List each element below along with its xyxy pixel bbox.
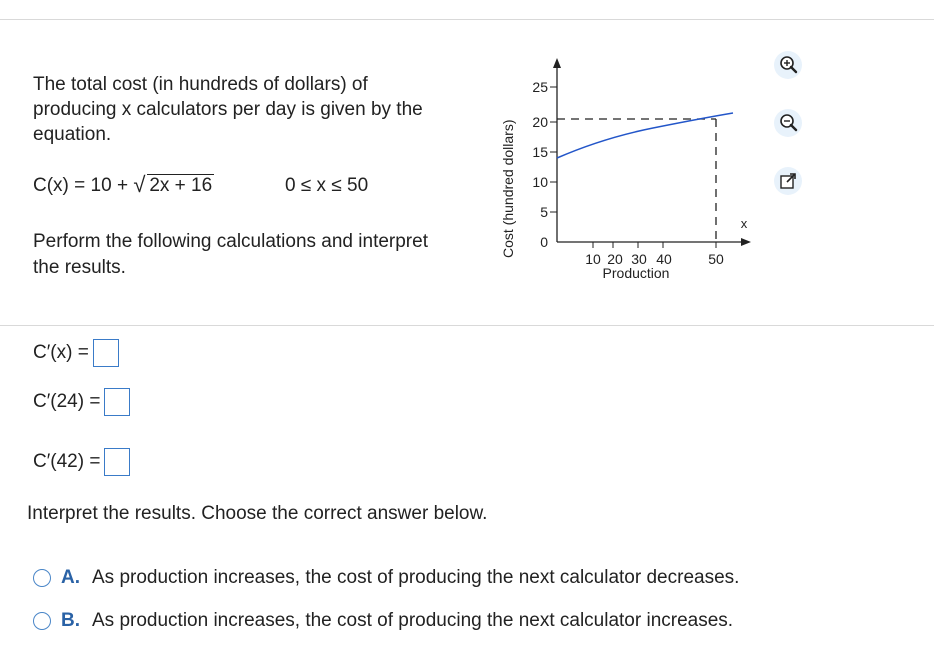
- graph-xlabel: Production: [602, 265, 670, 281]
- interpret-prompt: Interpret the results. Choose the correct answer below.: [27, 503, 488, 524]
- instruction-line-1: Perform the following calculations and interpret: [33, 231, 428, 252]
- problem-line-1: The total cost (in hundreds of dollars) of: [33, 74, 368, 95]
- answer-row: [33, 448, 130, 476]
- radical-sign-icon: √: [133, 172, 146, 197]
- square-root: [133, 172, 214, 197]
- answer-label: C′(42) =: [33, 451, 101, 472]
- answer-input[interactable]: [104, 448, 130, 476]
- x-tick-label: 40: [656, 251, 672, 267]
- radio-button[interactable]: [33, 612, 51, 630]
- y-tick-label: 25: [532, 79, 548, 95]
- zoom-in-icon[interactable]: [773, 50, 803, 80]
- x-tick-label: 20: [607, 251, 623, 267]
- choice-letter: B.: [61, 610, 80, 631]
- answer-input[interactable]: [93, 339, 119, 367]
- graph-ylabel: Cost (hundred dollars): [500, 119, 516, 258]
- answer-row: [33, 388, 130, 416]
- answer-row: [33, 339, 119, 367]
- x-tick-label: 30: [631, 251, 647, 267]
- choice-letter: A.: [61, 567, 80, 588]
- answer-label: C′(x) =: [33, 342, 89, 363]
- equation-lhs: C(x) = 10 +: [33, 175, 134, 196]
- top-divider: [0, 19, 934, 20]
- equation-domain: 0 ≤ x ≤ 50: [285, 175, 369, 196]
- y-axis-arrow-icon: [553, 58, 561, 68]
- choice-b[interactable]: [33, 610, 733, 632]
- y-tick-label: 5: [540, 204, 548, 220]
- x-tick-label: 50: [708, 251, 724, 267]
- problem-line-3: equation.: [33, 124, 112, 145]
- cost-curve: [557, 113, 733, 158]
- x-axis-variable: x: [740, 216, 748, 231]
- problem-line-2: producing x calculators per day is given by the: [33, 99, 423, 120]
- cost-graph: [493, 50, 773, 290]
- choice-text: As production increases, the cost of producing the next calculator increases.: [92, 610, 734, 631]
- y-tick-label: 20: [532, 114, 548, 130]
- zoom-out-icon[interactable]: [773, 108, 803, 138]
- answer-label: C′(24) =: [33, 391, 101, 412]
- radio-button[interactable]: [33, 569, 51, 587]
- choice-a[interactable]: [33, 567, 739, 589]
- external-link-icon[interactable]: [773, 166, 803, 196]
- section-divider: [0, 325, 934, 326]
- choice-text: As production increases, the cost of producing the next calculator decreases.: [92, 567, 740, 588]
- problem-statement: [33, 72, 498, 147]
- instruction: [33, 229, 503, 281]
- equation-radicand: 2x + 16: [149, 175, 213, 196]
- answer-input[interactable]: [104, 388, 130, 416]
- y-tick-label: 15: [532, 144, 548, 160]
- x-tick-label: 10: [585, 251, 601, 267]
- y-tick-label: 10: [532, 174, 548, 190]
- x-axis-arrow-icon: [741, 238, 751, 246]
- instruction-line-2: the results.: [33, 257, 126, 278]
- y-tick-label: 0: [540, 234, 548, 250]
- cost-equation: [33, 172, 214, 197]
